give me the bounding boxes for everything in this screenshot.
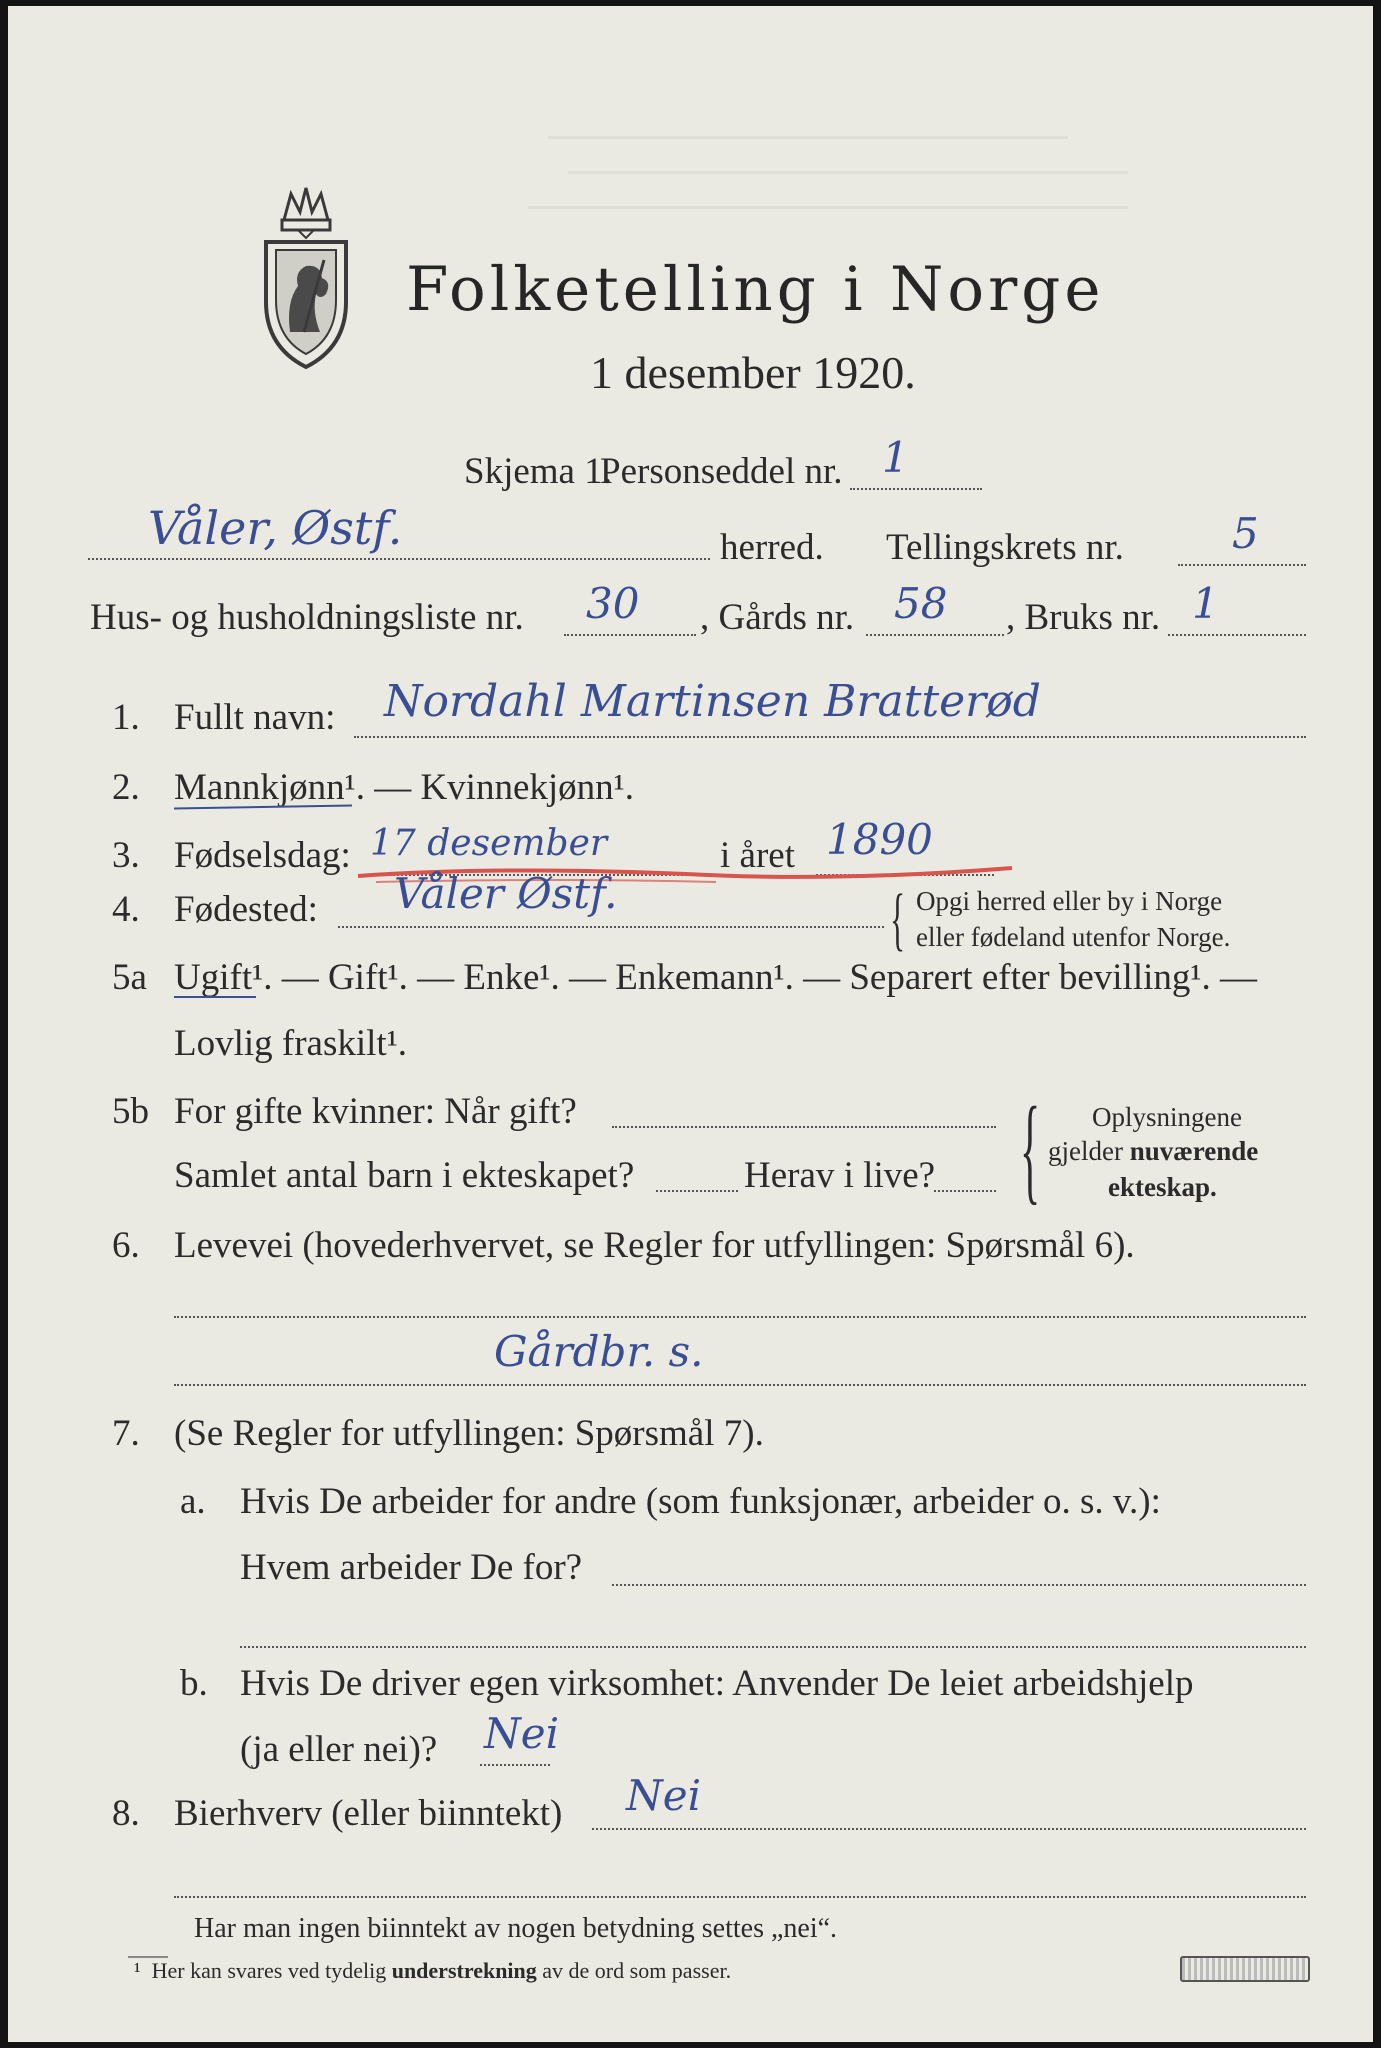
- q7b-line2: (ja eller nei)?: [240, 1729, 438, 1770]
- personseddel-line: [850, 488, 982, 490]
- form-title: Folketelling i Norge: [406, 254, 1105, 325]
- q1-label: Fullt navn:: [174, 697, 336, 738]
- q6-number: 6.: [112, 1225, 140, 1266]
- q4-note-brace: {: [890, 881, 906, 958]
- bleed-through-text: [548, 118, 1248, 218]
- q5b-line1: For gifte kvinner: Når gift?: [174, 1091, 577, 1132]
- q7-label: (Se Regler for utfyllingen: Spørsmål 7).: [174, 1413, 764, 1454]
- q1-value[interactable]: Nordahl Martinsen Bratterød: [384, 676, 1041, 727]
- gards-line: [866, 634, 1004, 636]
- q7a-line-extra: [240, 1646, 1306, 1648]
- husliste-value[interactable]: 30: [586, 579, 640, 628]
- q8-value[interactable]: Nei: [626, 1771, 702, 1820]
- q3-day-value[interactable]: 17 desember: [370, 823, 608, 864]
- tellingskrets-label: Tellingskrets nr.: [886, 527, 1124, 568]
- herred-label: herred.: [720, 527, 824, 568]
- q5b-children-label: Samlet antal barn i ekteskapet?: [174, 1155, 635, 1196]
- q4-number: 4.: [112, 889, 140, 930]
- q7a-line1: Hvis De arbeider for andre (som funksjonær, arbeider o. s. v.):: [240, 1481, 1161, 1522]
- q5a-line2: Lovlig fraskilt¹.: [174, 1023, 408, 1064]
- q1-number: 1.: [112, 697, 140, 738]
- census-date: 1 desember 1920.: [590, 347, 916, 398]
- q6-line1: [174, 1316, 1306, 1318]
- q6-label: Levevei (hovederhvervet, se Regler for utfyllingen: Spørsmål 6).: [174, 1225, 1135, 1266]
- q5a-number: 5a: [112, 957, 147, 998]
- tellingskrets-value[interactable]: 5: [1232, 509, 1259, 558]
- q3-label: Fødselsdag:: [174, 835, 351, 876]
- q4-label: Fødested:: [174, 889, 318, 930]
- q8-label: Bierhverv (eller biinntekt): [174, 1793, 563, 1834]
- q5a-underline-mark: [174, 996, 256, 998]
- q8-line: [592, 1828, 1306, 1830]
- q3-year-label: i året: [720, 835, 795, 876]
- q5b-number: 5b: [112, 1091, 149, 1132]
- footer-note: Har man ingen biinntekt av nogen betydning settes „nei“.: [194, 1913, 838, 1944]
- herred-value[interactable]: Våler, Østf.: [148, 501, 403, 555]
- q3-number: 3.: [112, 835, 140, 876]
- herred-line: [88, 558, 710, 560]
- q3-year-value[interactable]: 1890: [826, 815, 933, 864]
- q6-line2: [174, 1384, 1306, 1386]
- q2-label: Mannkjønn¹. — Kvinnekjønn¹.: [174, 767, 634, 808]
- q7a-line2: Hvem arbeider De for?: [240, 1547, 583, 1588]
- tellingskrets-line: [1178, 564, 1306, 566]
- q4-line: [338, 926, 884, 928]
- q7b-letter: b.: [180, 1663, 208, 1704]
- q7-number: 7.: [112, 1413, 140, 1454]
- q5b-married-line: [612, 1126, 996, 1128]
- q1-line: [354, 736, 1306, 738]
- footnote: ¹ Her kan svares ved tydelig understrekning av de ord som passer.: [134, 1958, 732, 1983]
- q8-line-extra: [174, 1896, 1306, 1898]
- q5b-children-line: [656, 1190, 738, 1192]
- q4-value[interactable]: Våler Østf.: [394, 869, 618, 918]
- skjema-label: Skjema 1.: [464, 451, 612, 492]
- q2-number: 2.: [112, 767, 140, 808]
- husliste-label: Hus- og husholdningsliste nr.: [90, 597, 524, 638]
- q5b-note-line2: gjelder nuværende: [1048, 1136, 1259, 1166]
- q8-number: 8.: [112, 1793, 140, 1834]
- coat-of-arms-icon: [246, 182, 366, 372]
- personseddel-value[interactable]: 1: [882, 433, 909, 482]
- q6-value[interactable]: Gårdbr. s.: [494, 1327, 704, 1376]
- q7a-line: [612, 1584, 1306, 1586]
- personseddel-label: Personseddel nr.: [600, 451, 843, 492]
- q5b-note-brace: {: [1020, 1082, 1041, 1215]
- gards-value[interactable]: 58: [894, 579, 948, 628]
- gards-label: , Gårds nr.: [700, 597, 855, 638]
- husliste-line: [564, 634, 696, 636]
- printer-stamp: [1180, 1956, 1310, 1982]
- census-form: [8, 6, 1373, 2042]
- q5b-alive-label: Herav i live?: [744, 1155, 936, 1196]
- q5b-note-line1: Oplysningene: [1092, 1102, 1242, 1132]
- q7a-letter: a.: [180, 1481, 206, 1522]
- bruks-value[interactable]: 1: [1192, 579, 1219, 628]
- q7b-line1: Hvis De driver egen virksomhet: Anvender De leiet arbeidshjelp: [240, 1663, 1194, 1704]
- bruks-line: [1168, 634, 1306, 636]
- bruks-label: , Bruks nr.: [1006, 597, 1161, 638]
- q5b-alive-line: [934, 1190, 996, 1192]
- q4-note-line1: Opgi herred eller by i Norge: [916, 886, 1223, 916]
- q7b-value[interactable]: Nei: [484, 1709, 560, 1758]
- q4-note-line2: eller fødeland utenfor Norge.: [916, 922, 1231, 952]
- q5a-line1: Ugift¹. — Gift¹. — Enke¹. — Enkemann¹. — Separert efter bevilling¹. —: [174, 957, 1257, 998]
- q7b-line: [480, 1764, 550, 1766]
- q5b-note-line3: ekteskap.: [1108, 1172, 1217, 1202]
